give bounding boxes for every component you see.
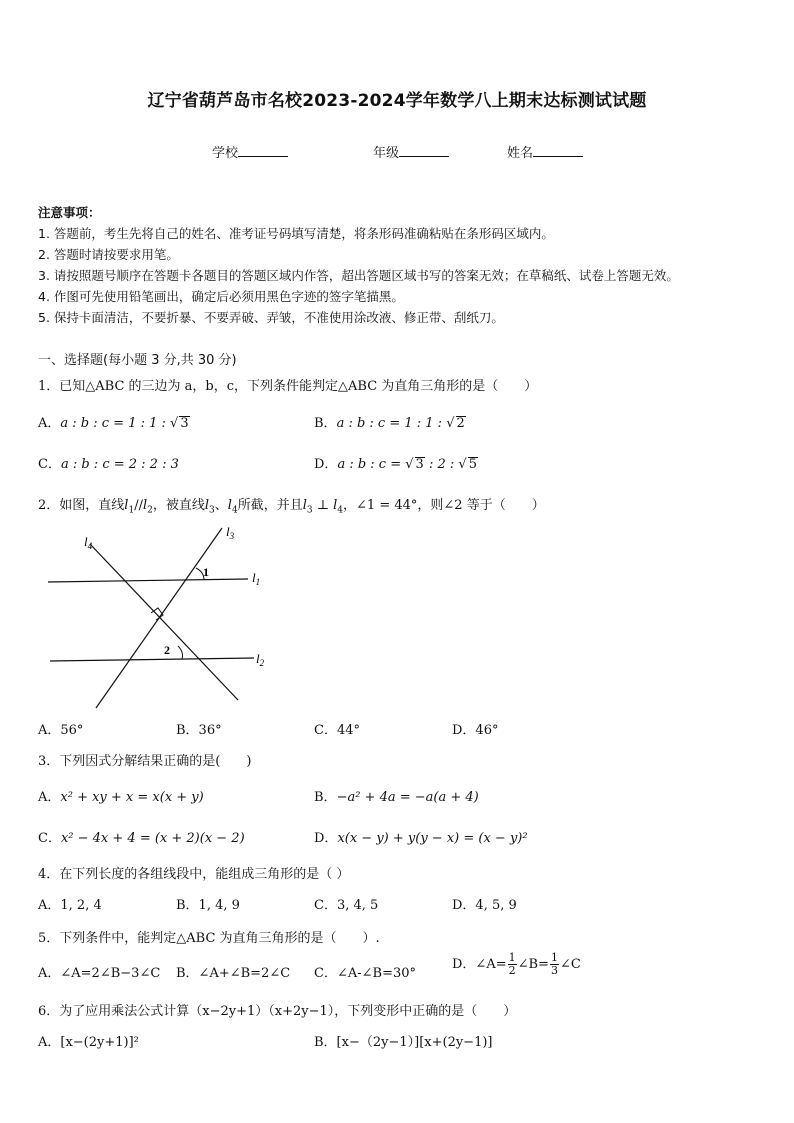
option-label: C． (38, 457, 61, 472)
question-6-stem: 6．为了应用乘法公式计算（x−2y+1）（x+2y−1），下列变形中正确的是（ ） (38, 1004, 517, 1019)
q1-option-a[interactable] (38, 412, 190, 431)
q3-option-d[interactable] (314, 827, 528, 846)
q4-option-b[interactable]: B．1, 4, 9 (176, 898, 240, 913)
sqrt-symbol: √ (446, 416, 455, 431)
notice-item: 4. 作图可先使用铅笔画出，确定后必须用黑色字迹的签字笔描黑。 (38, 289, 404, 304)
sqrt-symbol: √ (405, 457, 414, 472)
question-4-stem: 4．在下列长度的各组线段中，能组成三角形的是（ ） (38, 867, 350, 882)
sqrt-symbol: √ (170, 416, 179, 431)
line-l1 (48, 579, 248, 582)
grade-label: 年级 (373, 146, 400, 161)
sqrt-symbol: √ (458, 457, 467, 472)
q5-option-c[interactable]: C．∠A-∠B=30° (314, 966, 417, 981)
label-l2: $l_2$ (256, 651, 265, 668)
line-subscript: 4 (231, 505, 238, 516)
line-subscript: 3 (306, 505, 313, 516)
q2-option-c[interactable]: C．44° (314, 723, 360, 738)
option-expr: x² − 4x + 4 = (x + 2)(x − 2) (60, 831, 245, 846)
line-name: l (302, 498, 307, 513)
denominator: 3 (550, 964, 558, 977)
q4-option-d[interactable]: D．4, 5, 9 (452, 898, 517, 913)
q4-option-a[interactable]: A．1, 2, 4 (38, 898, 102, 913)
stem-text: ，∠1 = 44°，则∠2 等于（ ） (343, 498, 545, 513)
parallel-lines-figure (40, 522, 280, 712)
line-name: l (142, 498, 148, 513)
notice-item: 2. 答题时请按要求用笔。 (38, 247, 179, 262)
q3-option-a[interactable] (38, 786, 204, 805)
numerator: 1 (508, 951, 516, 964)
name-blank[interactable] (533, 144, 583, 157)
label-l1: $l_1$ (252, 570, 261, 587)
q5-option-d[interactable] (452, 952, 581, 977)
option-label: D． (314, 457, 338, 472)
line-subscript: 4 (337, 505, 344, 516)
q1-option-c[interactable] (38, 453, 179, 472)
q2-option-a[interactable]: A．56° (38, 723, 84, 738)
q3-option-b[interactable] (314, 786, 479, 805)
option-expr: : 2 : (424, 457, 459, 472)
name-label: 姓名 (507, 146, 534, 161)
section-heading: 一、选择题(每小题 3 分,共 30 分) (38, 353, 237, 368)
stem-text: ⊥ (312, 498, 334, 513)
option-expr: a : b : c = (337, 457, 406, 472)
grade-blank[interactable] (399, 144, 449, 157)
option-expr: −a² + 4a = −a(a + 4) (336, 790, 479, 805)
q3-option-c[interactable] (38, 827, 245, 846)
option-label: A． (38, 790, 61, 805)
radicand: 5 (468, 457, 477, 472)
option-label: B． (314, 790, 337, 805)
q2-option-b[interactable]: B．36° (176, 723, 222, 738)
q2-option-d[interactable]: D．46° (452, 723, 499, 738)
stem-text: ，被直线 (152, 498, 205, 513)
option-expr: a : b : c = 1 : 1 : (60, 416, 171, 431)
option-label: B． (314, 416, 337, 431)
line-l4 (90, 544, 238, 700)
question-1-stem: 1．已知△ABC 的三边为 a，b，c，下列条件能判定△ABC 为直角三角形的是（ ） (38, 379, 538, 394)
line-name: l (227, 498, 232, 513)
q1-option-b[interactable] (314, 412, 466, 431)
fraction-half (508, 952, 517, 977)
denominator: 2 (508, 964, 516, 977)
q5-option-a[interactable]: A．∠A=2∠B−3∠C (38, 966, 161, 981)
line-name: l (333, 498, 338, 513)
option-expr: x(x − y) + y(y − x) = (x − y)² (337, 831, 528, 846)
stem-text: // (134, 498, 143, 513)
question-3-stem: 3．下列因式分解结果正确的是( ) (38, 754, 252, 769)
fraction-third (550, 952, 559, 977)
option-expr: x² + xy + x = x(x + y) (60, 790, 204, 805)
school-field[interactable] (212, 142, 288, 161)
question-2-stem (38, 494, 545, 516)
stem-text: 所截，并且 (237, 498, 303, 513)
radicand: 3 (180, 416, 189, 431)
line-subscript: 2 (147, 505, 153, 516)
q6-option-a[interactable]: A．[x−(2y+1)]² (38, 1035, 139, 1050)
q6-option-b[interactable]: B．[x−（2y−1）][x+(2y−1)] (314, 1035, 493, 1050)
angle-1-label: 1 (203, 565, 209, 579)
notice-item: 1. 答题前，考生先将自己的姓名、准考证号码填写清楚，将条形码准确粘贴在条形码区域内。 (38, 226, 554, 241)
stem-text: 2．如图，直线 (38, 498, 125, 513)
option-label: A． (38, 416, 61, 431)
option-expr: a : b : c = 2 : 2 : 3 (60, 457, 179, 472)
option-label: D．∠A= (452, 957, 507, 972)
line-subscript: 1 (128, 505, 135, 516)
grade-field[interactable] (373, 142, 449, 161)
option-expr: ∠C (559, 957, 581, 972)
option-label: C． (38, 831, 61, 846)
page-title: 辽宁省葫芦岛市名校2023-2024学年数学八上期末达标测试试题 (147, 91, 647, 111)
line-name: l (204, 498, 210, 513)
option-label: D． (314, 831, 338, 846)
school-label: 学校 (212, 146, 239, 161)
angle-2-label: 2 (164, 643, 170, 657)
label-l3: $l_3$ (226, 524, 235, 541)
radicand: 2 (456, 416, 465, 431)
line-subscript: 3 (209, 505, 215, 516)
option-expr: a : b : c = 1 : 1 : (336, 416, 447, 431)
q4-option-c[interactable]: C．3, 4, 5 (314, 898, 379, 913)
line-l2 (50, 658, 254, 661)
option-expr: ∠B= (517, 957, 549, 972)
angle-2-arc (178, 646, 183, 659)
q5-option-b[interactable]: B．∠A+∠B=2∠C (176, 966, 291, 981)
radicand: 3 (415, 457, 424, 472)
line-name: l (124, 498, 129, 513)
q1-option-d[interactable] (314, 453, 478, 472)
label-l4: $l_4$ (84, 534, 93, 551)
notice-item: 5. 保持卡面清洁，不要折暴、不要弄破、弄皱，不准使用涂改液、修正带、刮纸刀。 (38, 310, 504, 325)
question-5-stem: 5．下列条件中，能判定△ABC 为直角三角形的是（ ）. (38, 931, 380, 946)
name-field[interactable] (507, 142, 583, 161)
notice-item: 3. 请按照题号顺序在答题卡各题目的答题区域内作答，超出答题区域书写的答案无效；在草稿纸、试卷上答题无效。 (38, 268, 679, 283)
stem-text: 、 (214, 498, 228, 513)
notice-title: 注意事项： (38, 205, 101, 220)
numerator: 1 (550, 951, 558, 964)
school-blank[interactable] (238, 144, 288, 157)
